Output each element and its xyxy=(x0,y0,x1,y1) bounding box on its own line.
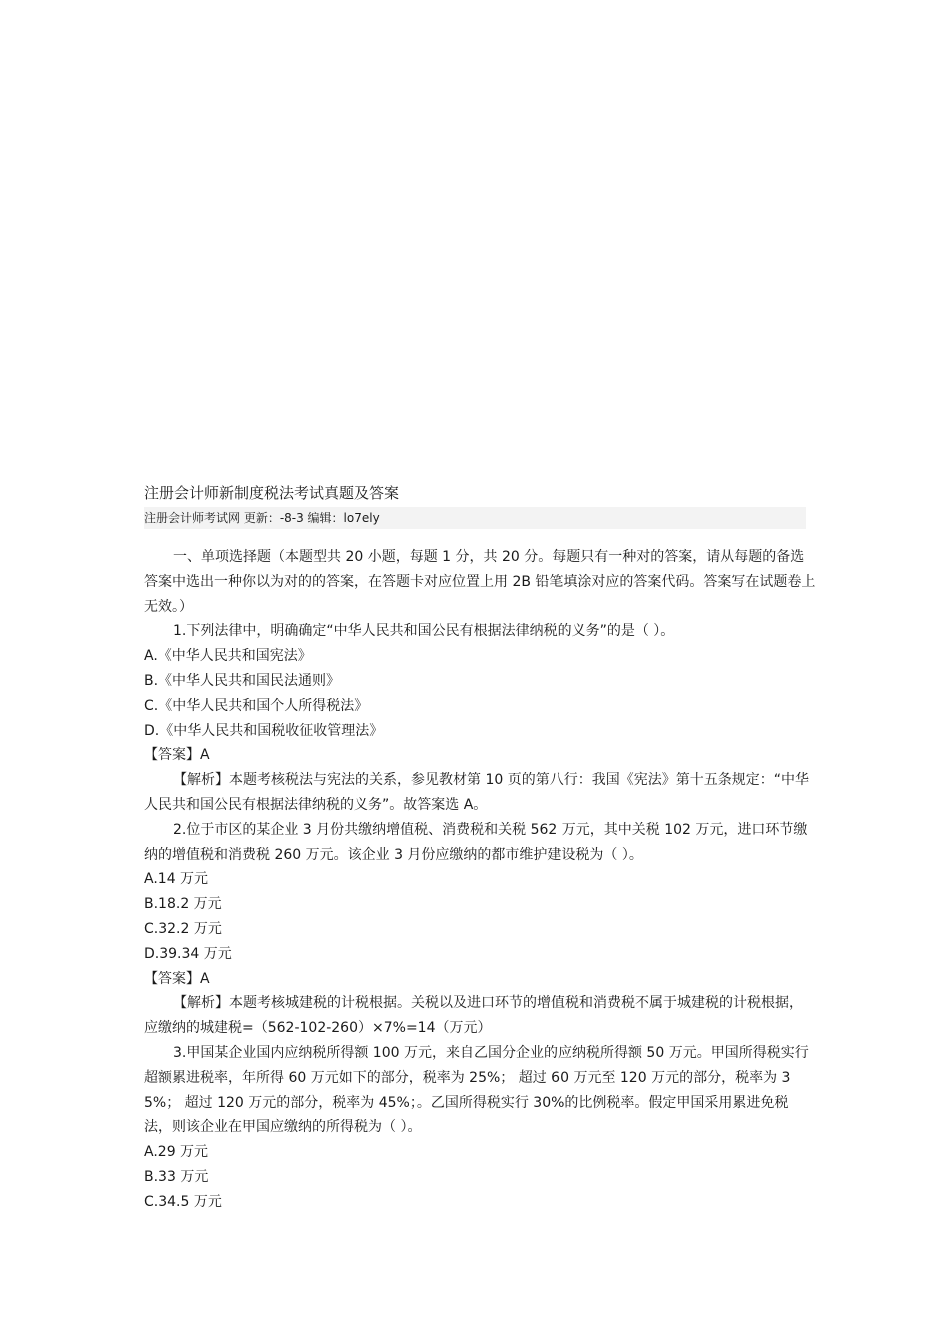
question-option: D.《中华人民共和国税收征收管理法》 xyxy=(144,722,384,739)
question-option: A.《中华人民共和国宪法》 xyxy=(144,648,312,665)
question-option: B.《中华人民共和国民法通则》 xyxy=(144,672,341,689)
meta-info-bar: 注册会计师考试网 更新：-8-3 编辑：lo7ely xyxy=(144,507,806,529)
question-analysis: 【解析】本题考核税法与宪法的关系，参见教材第 10 页的第八行：我国《宪法》第十五条规定：“中华人民共和国公民有根据法律纳税的义务”。故答案选 A。 xyxy=(144,772,809,813)
question-stem: 1.下列法律中，明确确定“中华人民共和国公民有根据法律纳税的义务”的是（ ）。 xyxy=(173,623,675,640)
question-option: B.18.2 万元 xyxy=(144,896,222,913)
question-answer: 【答案】A xyxy=(144,970,210,987)
question-option: C.《中华人民共和国个人所得税法》 xyxy=(144,697,369,714)
question-option: C.32.2 万元 xyxy=(144,920,222,937)
question-stem: 2.位于市区的某企业 3 月份共缴纳增值税、消费税和关税 562 万元，其中关税 102 万元，进口环节缴纳的增值税和消费税 260 万元。该企业 3 月份应缴纳的都市维护建设税为（ ）。 xyxy=(144,821,808,863)
document-body xyxy=(144,545,816,1215)
question-option: B.33 万元 xyxy=(144,1168,209,1185)
question-option: A.14 万元 xyxy=(144,871,209,888)
question-answer: 【答案】A xyxy=(144,747,210,764)
question-stem: 3.甲国某企业国内应纳税所得额 100 万元，来自乙国分企业的应纳税所得额 50 万元。甲国所得税实行超额累进税率，年所得 60 万元如下的部分，税率为 25%； 超过 60 万元至 120 万元的部分，税率为 35%； 超过 120 万元的部分，税率为 45%；。乙国所得税实行 30%的比例税率。假定甲国采用累进免税法，则该企业在甲国应缴纳的所得税为（ ）。 xyxy=(144,1044,809,1136)
question-option: D.39.34 万元 xyxy=(144,945,232,962)
question-option: A.29 万元 xyxy=(144,1144,209,1161)
question-analysis: 【解析】本题考核城建税的计税根据。关税以及进口环节的增值税和消费税不属于城建税的计税根据，应缴纳的城建税=（562-102-260）×7%=14（万元） xyxy=(144,995,803,1037)
section-intro: 一、单项选择题（本题型共 20 小题，每题 1 分，共 20 分。每题只有一种对的答案，请从每题的备选答案中选出一种你以为对的的答案，在答题卡对应位置上用 2B 铅笔填涂对应的答案代码。答案写在试题卷上无效。） xyxy=(144,549,816,615)
question-option: C.34.5 万元 xyxy=(144,1193,222,1210)
document-title: 注册会计师新制度税法考试真题及答案 xyxy=(144,484,400,502)
